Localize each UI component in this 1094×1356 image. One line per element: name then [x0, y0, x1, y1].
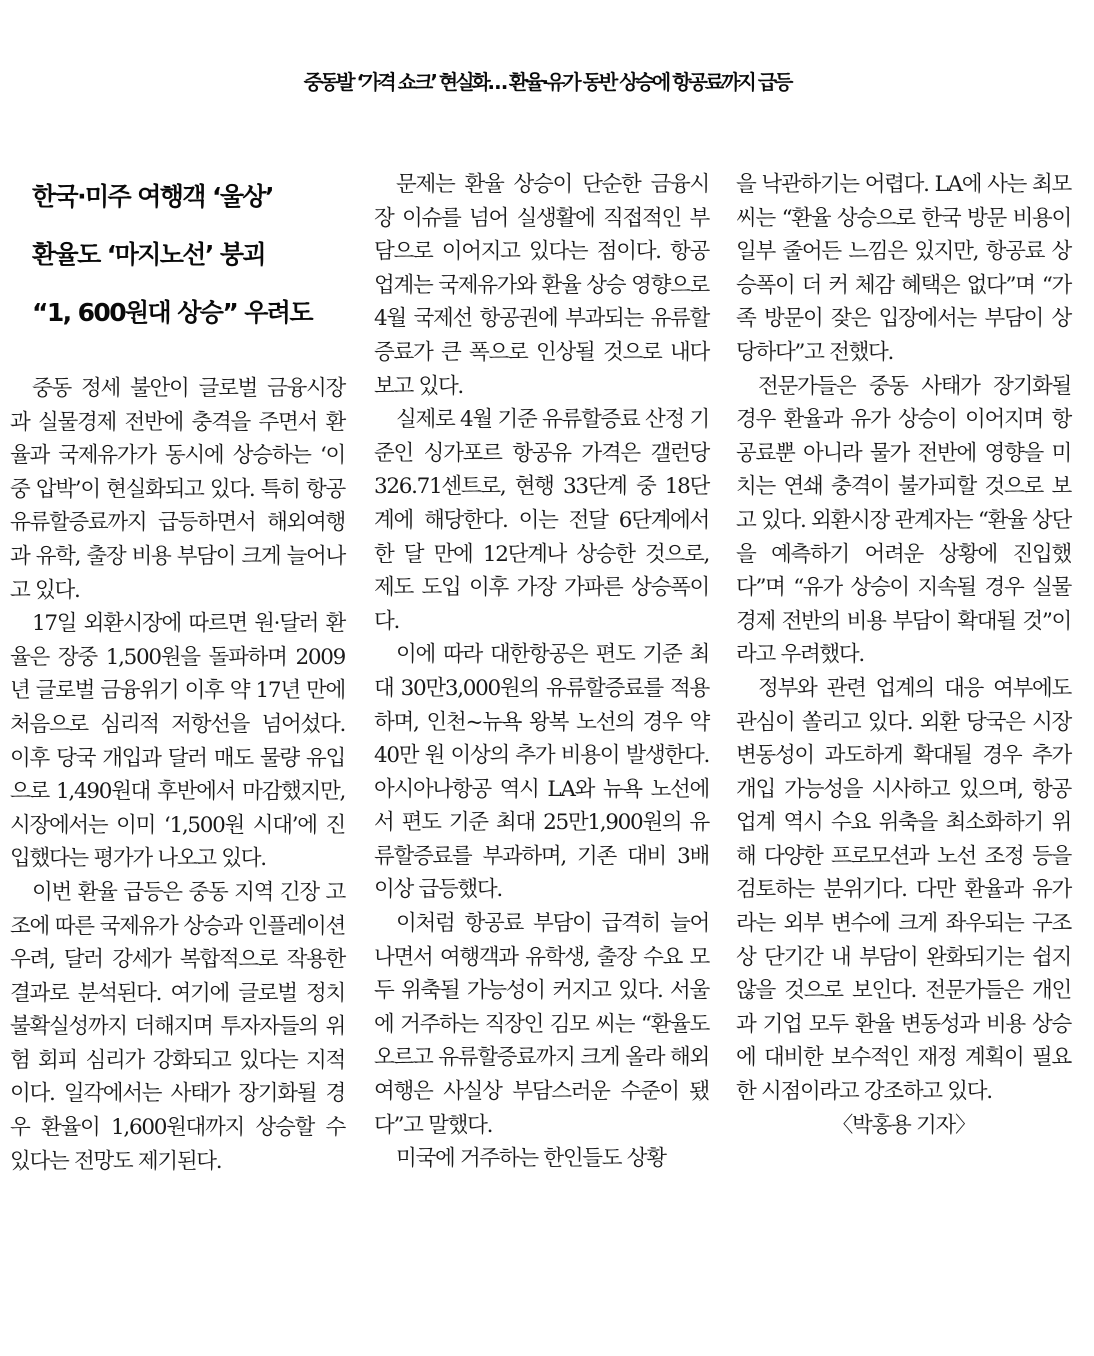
article-column-3 — [736, 168, 1071, 1142]
article-column-1 — [10, 168, 345, 1178]
body-paragraph: 을 낙관하기는 어렵다. LA에 사는 최모 씨는 “환율 상승으로 한국 방문 비용이 일부 줄어든 느낌은 있지만, 항공료 상승폭이 더 커 체감 혜택은 없다”며 “가족 방문이 잦은 입장에서는 부담이 상당하다”고 전했다. — [736, 172, 1071, 365]
byline: 〈박홍용 기자〉 — [831, 1112, 976, 1138]
subhead: 환율도 ‘마지노선’ 붕괴 — [32, 240, 265, 269]
article-column-2 — [374, 168, 709, 1176]
headline: 중동발 ‘가격 쇼크’ 현실화… 환율·유가 동반 상승에 항공료까지 급등 — [303, 69, 791, 94]
body-paragraph: 중동 정세 불안이 글로벌 금융시장과 실물경제 전반에 충격을 주면서 환율과 국제유가가 동시에 상승하는 ‘이중 압박’이 현실화되고 있다. 특히 항공 유류할증료까지 급등하면서 해외여행과 유학, 출장 비용 부담이 크게 늘어나고 있다. — [10, 376, 345, 603]
body-paragraph: 전문가들은 중동 사태가 장기화될 경우 환율과 유가 상승이 이어지며 항공료뿐 아니라 물가 전반에 영향을 미치는 연쇄 충격이 불가피할 것으로 보고 있다. 외환시장 관계자는 “환율 상단을 예측하기 어려운 상황에 진입했다”며 “유가 상승이 지속될 경우 실물경제 전반의 비용 부담이 확대될 것”이라고 우려했다. — [736, 373, 1071, 668]
body-paragraph: 17일 외환시장에 따르면 원·달러 환율은 장중 1,500원을 돌파하며 2009년 글로벌 금융위기 이후 약 17년 만에 처음으로 심리적 저항선을 넘어섰다. 이후 당국 개입과 달러 매도 물량 유입으로 1,490원대 후반에서 마감했지만, 시장에서는 이미 ‘1,500원 시대’에 진입했다는 평가가 나오고 있다. — [10, 611, 345, 872]
subhead: 한국·미주 여행객 ‘울상’ — [32, 182, 273, 211]
body-paragraph: 정부와 관련 업계의 대응 여부에도 관심이 쏠리고 있다. 외환 당국은 시장 변동성이 과도하게 확대될 경우 추가 개입 가능성을 시사하고 있으며, 항공업계 역시 수요 위축을 최소화하기 위해 다양한 프로모션과 노선 조정 등을 검토하는 분위기다. 다만 환율과 유가라는 외부 변수에 크게 좌우되는 구조상 단기간 내 부담이 완화되기는 쉽지 않을 것으로 보인다. 전문가들은 개인과 기업 모두 환율 변동성과 비용 상승에 대비한 보수적인 재정 계획이 필요한 시점이라고 강조하고 있다. — [736, 675, 1071, 1105]
body-paragraph: 이처럼 항공료 부담이 급격히 늘어나면서 여행객과 유학생, 출장 수요 모두 위축될 가능성이 커지고 있다. 서울에 거주하는 직장인 김모 씨는 “환율도 오르고 유류할증료까지 크게 올라 해외여행은 사실상 부담스러운 수준이 됐다”고 말했다. — [374, 911, 709, 1138]
body-paragraph: 문제는 환율 상승이 단순한 금융시장 이슈를 넘어 실생활에 직접적인 부담으로 이어지고 있다는 점이다. 항공업계는 국제유가와 환율 상승 영향으로 4월 국제선 항공권에 부과되는 유류할증료가 큰 폭으로 인상될 것으로 내다보고 있다. — [374, 172, 709, 399]
subhead: “1, 600원대 상승” 우려도 — [32, 298, 312, 327]
body-paragraph: 이에 따라 대한항공은 편도 기준 최대 30만3,000원의 유류할증료를 적용하며, 인천~뉴욕 왕복 노선의 경우 약 40만 원 이상의 추가 비용이 발생한다. 아시아나항공 역시 LA와 뉴욕 노선에서 편도 기준 최대 25만1,900원의 유류할증료를 부과하며, 기존 대비 3배 이상 급등했다. — [374, 642, 709, 903]
body-paragraph: 미국에 거주하는 한인들도 상황 — [396, 1146, 666, 1172]
subheads — [10, 168, 345, 342]
body-paragraph: 실제로 4월 기준 유류할증료 산정 기준인 싱가포르 항공유 가격은 갤런당 326.71센트로, 현행 33단계 중 18단계에 해당한다. 이는 전달 6단계에서 한 달 만에 12단계나 상승한 것으로, 제도 도입 이후 가장 가파른 상승폭이다. — [374, 407, 709, 634]
body-paragraph: 이번 환율 급등은 중동 지역 긴장 고조에 따른 국제유가 상승과 인플레이션 우려, 달러 강세가 복합적으로 작용한 결과로 분석된다. 여기에 글로벌 정치 불확실성까지 더해지며 투자자들의 위험 회피 심리가 강화되고 있다는 지적이다. 일각에서는 사태가 장기화될 경우 환율이 1,600원대까지 상승할 수 있다는 전망도 제기된다. — [10, 879, 345, 1174]
